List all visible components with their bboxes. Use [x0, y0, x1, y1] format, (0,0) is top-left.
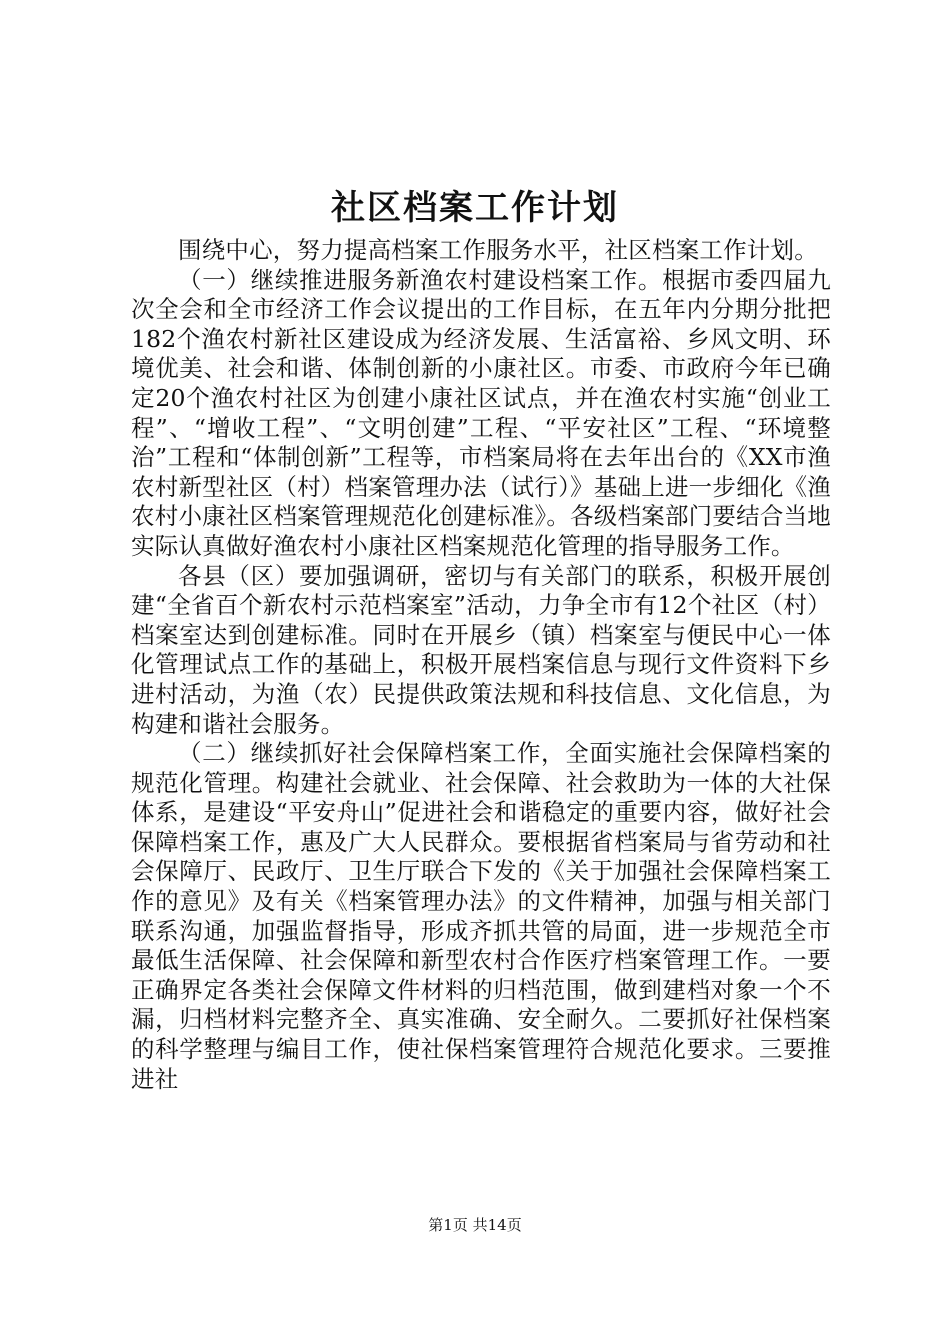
- paragraph-section-1: （一）继续推进服务新渔农村建设档案工作。根据市委四届九次全会和全市经济工作会议提出的工作目标，在五年内分期分批把182个渔农村新社区建设成为经济发展、生活富裕、乡风文明、环境优美、社会和谐、体制创新的小康社区。市委、市政府今年已确定20个渔农村社区为创建小康社区试点，并在渔农村实施“创业工程”、“增收工程”、“文明创建”工程、“平安社区”工程、“环境整治”工程和“体制创新”工程等，市档案局将在去年出台的《XX市渔农村新型社区（村）档案管理办法（试行）》基础上进一步细化《渔农村小康社区档案管理规范化创建标准》。各级档案部门要结合当地实际认真做好渔农村小康社区档案规范化管理的指导服务工作。: [131, 265, 831, 560]
- page-title: 社区档案工作计划: [331, 188, 619, 228]
- page-footer: 第1页 共14页: [428, 1216, 522, 1234]
- paragraph-section-2: （二）继续抓好社会保障档案工作，全面实施社会保障档案的规范化管理。构建社会就业、社会保障、社会救助为一体的大社保体系，是建设“平安舟山”促进社会和谐稳定的重要内容，做好社会保障档案工作，惠及广大人民群众。要根据省档案局与省劳动和社会保障厅、民政厅、卫生厅联合下发的《关于加强社会保障档案工作的意见》及有关《档案管理办法》的文件精神，加强与相关部门联系沟通，加强监督指导，形成齐抓共管的局面，进一步规范全市最低生活保障、社会保障和新型农村合作医疗档案管理工作。一要正确界定各类社会保障文件材料的归档范围，做到建档对象一个不漏，归档材料完整齐全、真实准确、安全耐久。二要抓好社保档案的科学整理与编目工作，使社保档案管理符合规范化要求。三要推进社: [131, 739, 831, 1093]
- paragraph-section-1-continued: 各县（区）要加强调研，密切与有关部门的联系，积极开展创建“全省百个新农村示范档案室”活动，力争全市有12个社区（村）档案室达到创建标准。同时在开展乡（镇）档案室与便民中心一体化管理试点工作的基础上，积极开展档案信息与现行文件资料下乡进村活动，为渔（农）民提供政策法规和科技信息、文化信息，为构建和谐社会服务。: [131, 561, 831, 738]
- paragraph-intro: 围绕中心，努力提高档案工作服务水平，社区档案工作计划。: [178, 236, 818, 264]
- document-body: [131, 236, 831, 1094]
